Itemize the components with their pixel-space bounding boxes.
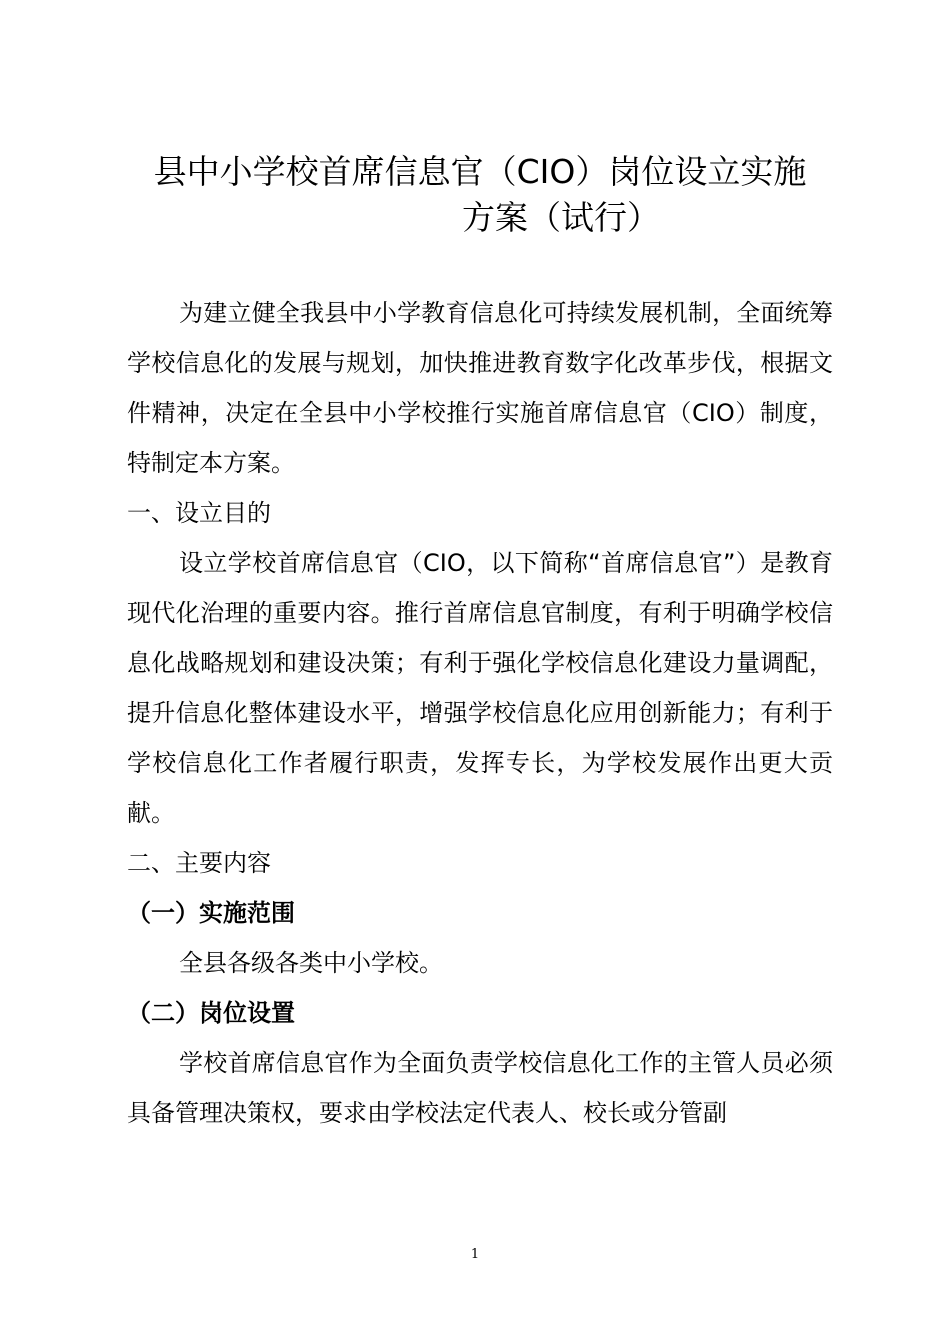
- document-title-line-2: 方案（试行）: [462, 198, 660, 237]
- intro-paragraph: 为建立健全我县中小学教育信息化可持续发展机制，全面统筹学校信息化的发展与规划，加快推进教育数字化改革步伐，根据文件精神，决定在全县中小学校推行实施首席信息官（CIO）制度，特制定本方案。: [127, 299, 833, 477]
- section-1-paragraph: 设立学校首席信息官（CIO，以下简称“首席信息官”）是教育现代化治理的重要内容。推行首席信息官制度，有利于明确学校信息化战略规划和建设决策；有利于强化学校信息化建设力量调配，提升信息化整体建设水平，增强学校信息化应用创新能力；有利于学校信息化工作者履行职责，发挥专长，为学校发展作出更大贡献。: [127, 549, 833, 827]
- section-2-heading: 二、主要内容: [127, 849, 271, 877]
- page-number: 1: [470, 1247, 480, 1262]
- subsection-1-heading: （一）实施范围: [127, 899, 295, 927]
- subsection-2-paragraph: 学校首席信息官作为全面负责学校信息化工作的主管人员必须具备管理决策权，要求由学校法定代表人、校长或分管副: [127, 1049, 833, 1127]
- subsection-2-heading: （二）岗位设置: [127, 999, 295, 1027]
- subsection-1-paragraph: 全县各级各类中小学校。: [179, 949, 443, 977]
- section-1-heading: 一、设立目的: [127, 499, 271, 527]
- document-title-line-1: 县中小学校首席信息官（CIO）岗位设立实施: [153, 152, 807, 191]
- document-body: [127, 288, 833, 1138]
